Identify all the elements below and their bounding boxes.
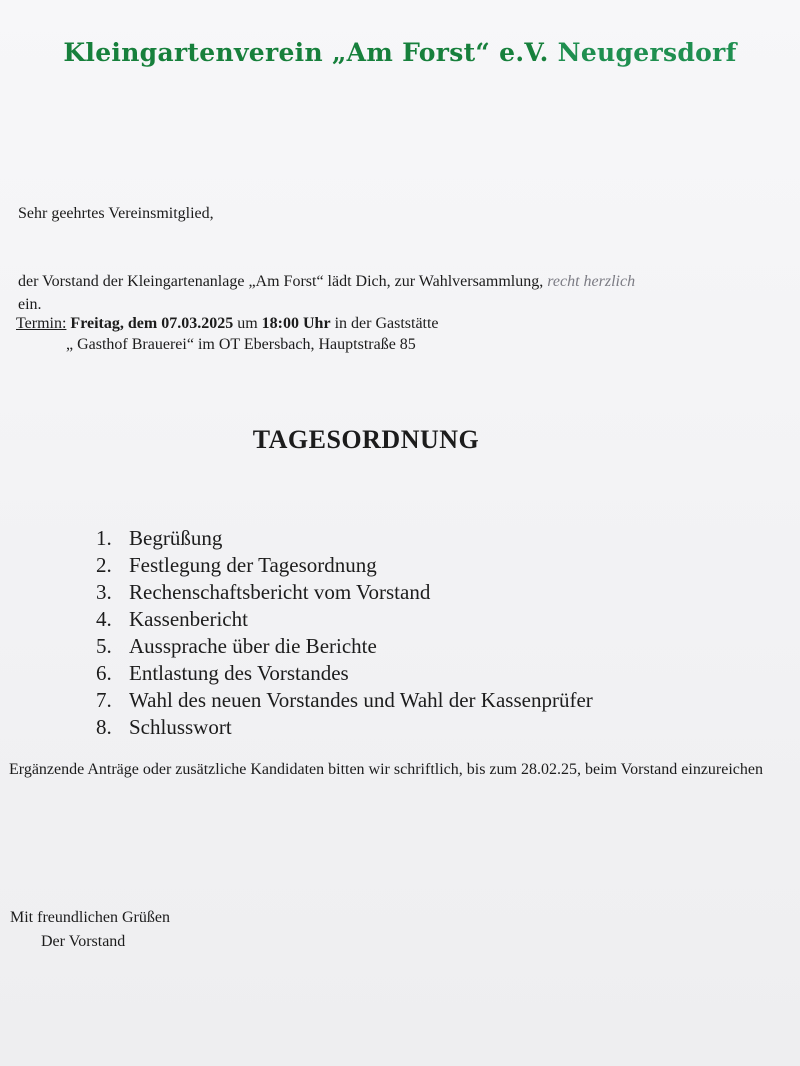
agenda-item	[96, 660, 593, 687]
invitation-text: der Vorstand der Kleingartenanlage „Am Forst“ lädt Dich, zur Wahlversammlung,	[18, 273, 544, 290]
agenda-item-text: Rechenschaftsbericht vom Vorstand	[129, 580, 431, 604]
meeting-date-connector: um	[237, 315, 258, 332]
meeting-date: Freitag, dem 07.03.2025	[70, 315, 234, 332]
invitation-faded-text: recht herzlich	[547, 273, 636, 290]
closing-signature: Der Vorstand	[41, 933, 126, 950]
agenda-item-number: 2.	[96, 553, 112, 577]
meeting-location-intro: in der Gaststätte	[334, 315, 439, 332]
salutation: Sehr geehrtes Vereinsmitglied,	[18, 205, 214, 222]
agenda-item-number: 1.	[96, 526, 112, 550]
agenda-item-text: Schlusswort	[129, 715, 232, 739]
agenda-item-number: 3.	[96, 580, 112, 604]
agenda-item	[96, 525, 593, 552]
agenda-item-text: Kassenbericht	[129, 607, 248, 631]
agenda-item-text: Festlegung der Tagesordnung	[129, 553, 377, 577]
termin-label: Termin:	[16, 315, 67, 332]
agenda-item-number: 6.	[96, 661, 112, 685]
agenda-item-text: Begrüßung	[129, 526, 223, 550]
meeting-date-line	[16, 315, 439, 333]
meeting-venue: „ Gasthof Brauerei“ im OT Ebersbach, Hauptstraße 85	[66, 336, 416, 353]
meeting-time: 18:00 Uhr	[261, 315, 331, 332]
agenda-title: TAGESORDNUNG	[252, 425, 480, 454]
agenda-item-number: 7.	[96, 688, 112, 712]
agenda-item	[96, 579, 593, 606]
agenda-item-number: 4.	[96, 607, 112, 631]
agenda-item-text: Entlastung des Vorstandes	[129, 661, 349, 685]
letterhead	[0, 38, 800, 67]
agenda-list	[96, 525, 593, 741]
closing-block	[10, 906, 170, 954]
agenda-item-number: 5.	[96, 634, 112, 658]
agenda-item-text: Wahl des neuen Vorstandes und Wahl der Kassenprüfer	[129, 688, 593, 712]
invitation-paragraph	[18, 270, 788, 316]
agenda-item	[96, 633, 593, 660]
club-name: Kleingartenverein „Am Forst“ e.V.	[63, 38, 549, 67]
submission-note: Ergänzende Anträge oder zusätzliche Kandidaten bitten wir schriftlich, bis zum 28.02.25, beim Vorstand einzureichen	[9, 761, 763, 778]
agenda-item	[96, 714, 593, 741]
invitation-end: ein.	[18, 296, 42, 313]
agenda-item-text: Aussprache über die Berichte	[129, 634, 377, 658]
agenda-item	[96, 552, 593, 579]
closing-greeting: Mit freundlichen Grüßen	[10, 909, 170, 926]
agenda-item-number: 8.	[96, 715, 112, 739]
club-city: Neugersdorf	[557, 38, 737, 67]
agenda-item	[96, 687, 593, 714]
agenda-item	[96, 606, 593, 633]
